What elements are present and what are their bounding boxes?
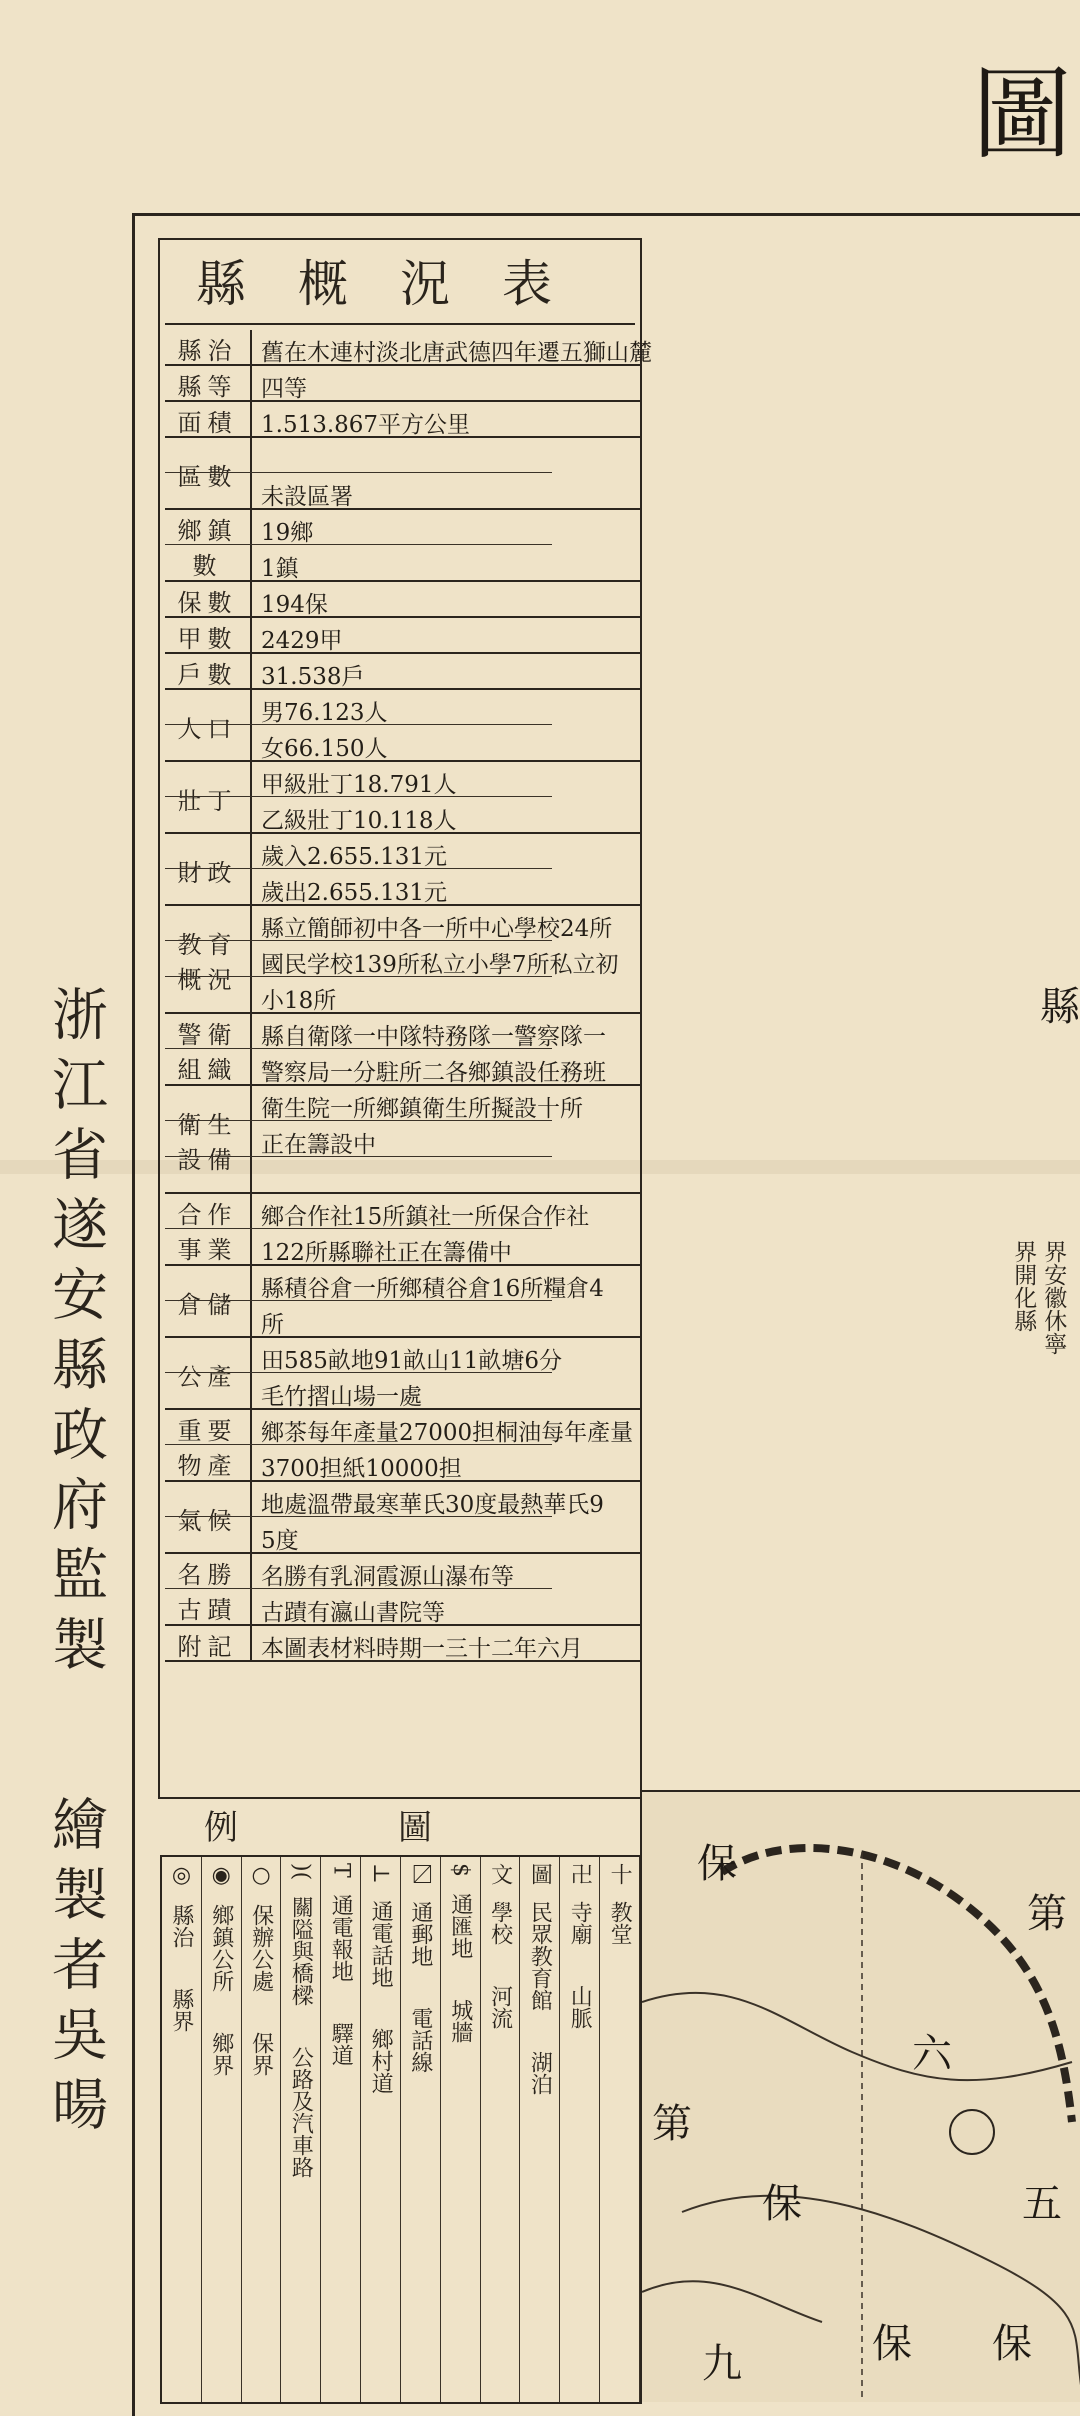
table-row <box>165 1266 640 1338</box>
table-row-label: 教育概況 <box>165 906 252 1014</box>
legend-bottom-name: 山脈 <box>567 1985 593 2029</box>
legend-column <box>560 1857 600 2402</box>
table-row <box>165 1410 640 1482</box>
table-row <box>165 438 640 510</box>
table-row-value: 名勝有乳洞霞源山瀑布等 <box>261 1564 514 1590</box>
legend-name: 教堂 <box>607 1901 633 1945</box>
table-row-label: 重要物產 <box>165 1410 252 1482</box>
table-row-label: 財政 <box>165 834 252 906</box>
table-row-line <box>165 544 552 545</box>
table-row-label: 衛生設備 <box>165 1086 252 1194</box>
table-row-border <box>165 1660 640 1662</box>
table-row-label: 區數 <box>165 438 252 510</box>
legend-name: 關隘與橋樑 <box>288 1896 314 2007</box>
boundary-label-kaihua: 界開化縣 <box>1010 1240 1037 1332</box>
table-row-value: 女66.150人 <box>261 736 388 762</box>
legend-title: 例圖 <box>204 1808 592 1848</box>
legend-bottom-name: 鄉村道 <box>368 2027 394 2094</box>
table-row-value: 衛生院一所鄉鎮衛生所擬設十所 <box>261 1096 583 1122</box>
legend-bottom-name: 電話線 <box>407 2007 433 2073</box>
table-row-label: 鄉鎮數 <box>165 510 252 582</box>
table-row-label: 保數 <box>165 582 252 618</box>
map-label-di-1: 第 <box>652 2101 692 2147</box>
legend-grid <box>160 1855 642 2404</box>
table-row-value: 舊在木連村淡北唐武德四年遷五獅山麓 <box>261 340 652 366</box>
legend-bottom-name: 公路及汽車路 <box>288 2046 314 2179</box>
table-row-label: 面積 <box>165 402 252 438</box>
legend-column <box>361 1857 401 2402</box>
table-row <box>165 510 640 582</box>
legend-symbol: )( <box>288 1863 314 1881</box>
table-row-label: 警衛組織 <box>165 1014 252 1086</box>
table-row <box>165 906 640 1014</box>
table-row-value: 警察局一分駐所二各鄉鎮設任務班 <box>261 1060 606 1086</box>
table-row <box>165 834 640 906</box>
legend-symbol: 文 <box>487 1863 513 1885</box>
legend-column <box>441 1857 481 2402</box>
table-row-value: 毛竹摺山場一處 <box>261 1384 422 1410</box>
legend-column <box>520 1857 560 2402</box>
table-row-value: 19鄉 <box>261 520 314 546</box>
table-row-value: 歲入2.655.131元 <box>261 844 448 870</box>
map-label-jiu: 九 <box>702 2341 742 2387</box>
table-row <box>165 582 640 618</box>
table-row-value: 古蹟有瀛山書院等 <box>261 1600 445 1626</box>
table-row-value: 縣積谷倉一所鄉積谷倉16所糧倉4 <box>261 1276 604 1302</box>
legend-column <box>242 1857 282 2402</box>
table-row <box>165 1626 640 1662</box>
table-row <box>165 402 640 438</box>
legend-name: 寺廟 <box>567 1901 593 1945</box>
county-char: 縣 <box>1040 984 1080 1030</box>
table-row <box>165 1194 640 1266</box>
table-row-value: 122所縣聯社正在籌備中 <box>261 1240 512 1266</box>
legend-bottom-name: 河流 <box>487 1985 513 2029</box>
table-row-value: 田585畝地91畝山11畝塘6分 <box>261 1348 563 1374</box>
legend-symbol: ⊥ <box>368 1863 394 1884</box>
summary-table-title: 縣概況表 <box>165 245 635 325</box>
table-row <box>165 762 640 834</box>
table-row-value: 鄉合作社15所鎮社一所保合作社 <box>261 1204 590 1230</box>
table-row-value: 5度 <box>261 1528 299 1554</box>
map-label-wu: 五 <box>1022 2181 1062 2227</box>
map-label-bao-1: 保 <box>697 1841 737 1887</box>
map-label-bao-3: 保 <box>872 2321 912 2367</box>
table-row-label: 倉儲 <box>165 1266 252 1338</box>
table-row-label: 名勝古蹟 <box>165 1554 252 1626</box>
table-row-value: 男76.123人 <box>261 700 388 726</box>
legend-bottom-name: 城牆 <box>447 1999 473 2043</box>
table-row <box>165 330 652 366</box>
legend-symbol: ○ <box>248 1863 274 1888</box>
table-row-value: 194保 <box>261 592 328 618</box>
map-label-di-2: 第 <box>1027 1891 1067 1937</box>
table-row <box>165 1554 640 1626</box>
table-row-label: 附記 <box>165 1626 252 1662</box>
credit-author: 繪製者吳暘 <box>43 1795 108 2145</box>
table-row-label: 縣等 <box>165 366 252 402</box>
legend-bottom-name: 驛道 <box>328 2021 354 2066</box>
legend-symbol: ◉ <box>208 1863 234 1888</box>
legend-symbol: 圖 <box>527 1863 553 1885</box>
legend-symbol: 十 <box>607 1863 633 1885</box>
map-label-bao-2: 保 <box>762 2181 802 2227</box>
table-row-label: 公產 <box>165 1338 252 1410</box>
map-title-char: 圖 <box>972 56 1072 173</box>
table-row-value: 歲出2.655.131元 <box>261 880 448 906</box>
legend-bottom-name: 湖泊 <box>527 2051 553 2095</box>
table-row-value: 國民学校139所私立小學7所私立初 <box>261 952 619 978</box>
table-row <box>165 1338 640 1410</box>
legend-symbol: T <box>328 1863 354 1878</box>
table-row-label: 縣治 <box>165 330 252 366</box>
legend-symbol: 卍 <box>567 1863 593 1885</box>
table-row-value: 小18所 <box>261 988 337 1014</box>
table-row-value: 3700担紙10000担 <box>261 1456 462 1482</box>
legend-symbol: ◎ <box>168 1863 194 1888</box>
map-area <box>640 1790 1080 2402</box>
table-row-value: 地處溫帶最寒華氏30度最熱華氏9 <box>261 1492 604 1518</box>
table-row <box>165 1014 640 1086</box>
legend-column <box>202 1857 242 2402</box>
legend-name: 鄉鎮公所 <box>208 1904 234 1992</box>
legend-name: 通郵地 <box>407 1901 433 1967</box>
legend-name: 通電報地 <box>328 1893 354 1982</box>
table-row <box>165 1482 640 1554</box>
legend-name: 通電話地 <box>368 1899 394 1988</box>
table-row-value: 乙級壯丁10.118人 <box>261 808 457 834</box>
legend-name: 民眾教育館 <box>527 1901 553 2011</box>
table-row <box>165 690 640 762</box>
table-row-value: 本圖表材料時期一三十二年六月 <box>261 1636 583 1662</box>
table-row-value: 31.538戶 <box>261 664 365 690</box>
table-row-label: 合作事業 <box>165 1194 252 1266</box>
legend-name: 通匯地 <box>447 1893 473 1959</box>
legend-bottom-name: 縣界 <box>168 1988 194 2032</box>
legend-column <box>321 1857 361 2402</box>
legend-bottom-name: 保界 <box>248 2032 274 2076</box>
table-row <box>165 654 640 690</box>
legend-symbol: $ <box>447 1863 473 1877</box>
table-row-label: 甲數 <box>165 618 252 654</box>
legend-column <box>281 1857 321 2402</box>
legend-name: 保辦公處 <box>248 1904 274 1992</box>
table-row <box>165 618 640 654</box>
credit-supervisor: 浙江省遂安縣政府監製 <box>43 985 108 1685</box>
map-label-bao-4: 保 <box>992 2321 1032 2367</box>
table-row-value: 1鎮 <box>261 556 299 582</box>
legend-symbol: 〼 <box>407 1863 433 1885</box>
table-row-value: 所 <box>261 1312 284 1338</box>
table-row-label: 戶數 <box>165 654 252 690</box>
legend-column <box>600 1857 640 2402</box>
legend-name: 學校 <box>487 1901 513 1945</box>
boundary-label-anhui: 界安徽休寧 <box>1040 1240 1067 1355</box>
table-row-value: 正在籌設中 <box>261 1132 376 1158</box>
table-row-value: 1.513.867平方公里 <box>261 412 471 438</box>
table-row <box>165 366 640 402</box>
legend-column <box>162 1857 202 2402</box>
table-row-value: 縣自衛隊一中隊特務隊一警察隊一 <box>261 1024 606 1050</box>
table-row-value: 縣立簡師初中各一所中心學校24所 <box>261 916 613 942</box>
table-row-value: 鄉茶每年產量27000担桐油每年產量 <box>261 1420 634 1446</box>
legend-column <box>401 1857 441 2402</box>
table-row-value: 2429甲 <box>261 628 343 654</box>
legend-name: 縣治 <box>168 1904 194 1948</box>
legend-bottom-name: 鄉界 <box>208 2032 234 2076</box>
table-row-label: 氣候 <box>165 1482 252 1554</box>
table-row-value: 甲級壯丁18.791人 <box>261 772 457 798</box>
table-row-line <box>165 472 552 473</box>
map-label-liu: 六 <box>912 2031 952 2077</box>
legend-column <box>481 1857 521 2402</box>
table-row-value: 四等 <box>261 376 307 402</box>
table-row <box>165 1086 640 1194</box>
table-row-value: 未設區署 <box>261 484 353 510</box>
table-row-label: 壯丁 <box>165 762 252 834</box>
table-row-label: 人口 <box>165 690 252 762</box>
